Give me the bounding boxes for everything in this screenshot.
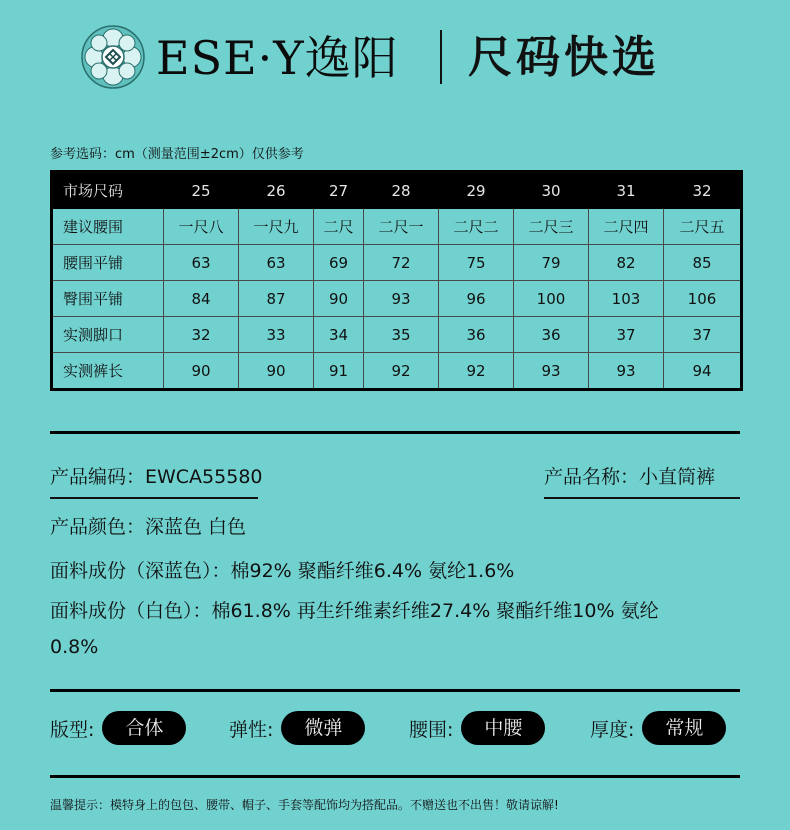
table-cell: 二尺二 xyxy=(439,209,514,245)
product-code: 产品编码：EWCA55580 xyxy=(50,462,258,499)
table-row-label: 腰围平铺 xyxy=(52,245,164,281)
table-cell: 63 xyxy=(239,245,314,281)
table-cell: 87 xyxy=(239,281,314,317)
table-header-cell: 29 xyxy=(439,172,514,209)
table-cell: 75 xyxy=(439,245,514,281)
page-title: 尺码快选 xyxy=(468,32,660,83)
table-cell: 91 xyxy=(314,353,364,390)
table-header-cell: 26 xyxy=(239,172,314,209)
flower-knot-logo-icon xyxy=(80,24,146,90)
table-row-label: 实测脚口 xyxy=(52,317,164,353)
table-cell: 34 xyxy=(314,317,364,353)
fabric-white-line1: 面料成份（白色）：棉61.8% 再生纤维素纤维27.4% 聚酯纤维10% 氨纶 xyxy=(50,600,659,622)
table-cell: 72 xyxy=(364,245,439,281)
table-header-cell: 27 xyxy=(314,172,364,209)
table-cell: 二尺三 xyxy=(514,209,589,245)
attribute-waist xyxy=(409,710,545,746)
table-cell: 一尺八 xyxy=(164,209,239,245)
table-cell: 35 xyxy=(364,317,439,353)
table-row-label: 实测裤长 xyxy=(52,353,164,390)
attribute-badge: 常规 xyxy=(642,711,726,745)
table-cell: 96 xyxy=(439,281,514,317)
table-cell: 32 xyxy=(164,317,239,353)
table-header-cell: 30 xyxy=(514,172,589,209)
attribute-label: 厚度: xyxy=(590,718,635,741)
table-cell: 84 xyxy=(164,281,239,317)
table-header-cell: 31 xyxy=(589,172,664,209)
table-cell: 33 xyxy=(239,317,314,353)
table-cell: 二尺五 xyxy=(664,209,742,245)
table-cell: 37 xyxy=(589,317,664,353)
divider-line xyxy=(50,689,740,692)
attribute-fit xyxy=(50,710,186,746)
fabric-white-line2: 0.8% xyxy=(50,636,99,658)
fabric-navy: 面料成份（深蓝色）：棉92% 聚酯纤维6.4% 氨纶1.6% xyxy=(50,560,515,582)
table-cell: 92 xyxy=(439,353,514,390)
table-header-cell: 25 xyxy=(164,172,239,209)
table-cell: 二尺四 xyxy=(589,209,664,245)
attribute-thickness xyxy=(590,710,726,746)
table-cell: 92 xyxy=(364,353,439,390)
product-colors: 产品颜色：深蓝色 白色 xyxy=(50,516,247,538)
table-cell: 103 xyxy=(589,281,664,317)
attribute-badge: 合体 xyxy=(102,711,186,745)
table-cell: 79 xyxy=(514,245,589,281)
table-row xyxy=(52,281,742,317)
table-row xyxy=(52,245,742,281)
reference-note: 参考选码：cm（测量范围±2cm）仅供参考 xyxy=(50,147,304,162)
table-cell: 90 xyxy=(164,353,239,390)
table-row-label: 臀围平铺 xyxy=(52,281,164,317)
divider-line xyxy=(50,431,740,434)
table-cell: 一尺九 xyxy=(239,209,314,245)
table-header-row xyxy=(52,172,742,209)
attribute-badge: 微弹 xyxy=(281,711,365,745)
attribute-elasticity xyxy=(229,710,365,746)
table-cell: 69 xyxy=(314,245,364,281)
attribute-label: 弹性: xyxy=(229,718,274,741)
table-cell: 37 xyxy=(664,317,742,353)
table-header-cell: 32 xyxy=(664,172,742,209)
table-cell: 94 xyxy=(664,353,742,390)
table-cell: 36 xyxy=(514,317,589,353)
footer-note: 温馨提示：模特身上的包包、腰带、帽子、手套等配饰均为搭配品。不赠送也不出售！敬请谅解! xyxy=(50,798,559,812)
table-cell: 93 xyxy=(514,353,589,390)
header-divider xyxy=(440,30,442,84)
attribute-badge: 中腰 xyxy=(461,711,545,745)
product-name: 产品名称：小直筒裤 xyxy=(544,462,740,499)
table-header-label: 市场尺码 xyxy=(52,172,164,209)
table-row-label: 建议腰围 xyxy=(52,209,164,245)
table-header-cell: 28 xyxy=(364,172,439,209)
table-cell: 63 xyxy=(164,245,239,281)
table-cell: 100 xyxy=(514,281,589,317)
table-cell: 106 xyxy=(664,281,742,317)
table-row xyxy=(52,317,742,353)
attribute-label: 腰围: xyxy=(409,718,454,741)
size-table xyxy=(50,170,743,391)
table-cell: 90 xyxy=(239,353,314,390)
table-cell: 93 xyxy=(364,281,439,317)
table-cell: 36 xyxy=(439,317,514,353)
table-cell: 82 xyxy=(589,245,664,281)
table-cell: 二尺一 xyxy=(364,209,439,245)
table-row xyxy=(52,353,742,390)
divider-line xyxy=(50,775,740,778)
table-cell: 85 xyxy=(664,245,742,281)
header xyxy=(80,20,720,90)
table-row xyxy=(52,209,742,245)
attribute-label: 版型: xyxy=(50,718,95,741)
table-cell: 90 xyxy=(314,281,364,317)
brand-name: ESE·Y逸阳 xyxy=(156,31,399,85)
table-cell: 93 xyxy=(589,353,664,390)
table-cell: 二尺 xyxy=(314,209,364,245)
